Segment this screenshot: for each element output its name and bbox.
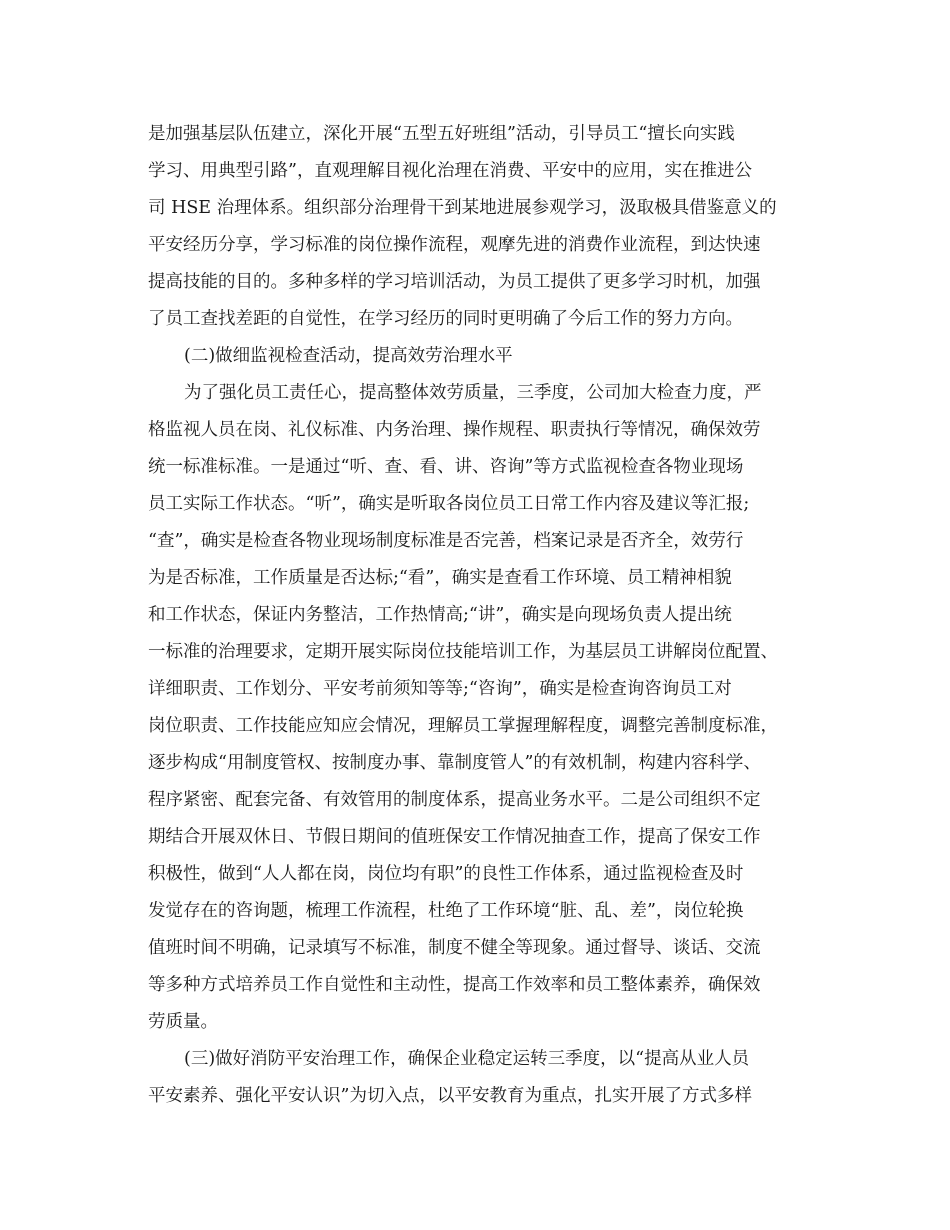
text-line: 劳质量。	[148, 1012, 218, 1032]
text-line: 逐步构成“用制度管权、按制度办事、靠制度管人”的有效机制，构建内容科学、	[148, 753, 761, 773]
text-line: 是加强基层队伍建立，深化开展“五型五好班组”活动，引导员工“擅长向实践	[148, 124, 735, 144]
text-line: 岗位职责、工作技能应知应会情况，理解员工掌握理解程度，调整完善制度标准，	[148, 716, 778, 736]
section-heading: (二)做细监视检查活动，提高效劳治理水平	[184, 346, 513, 366]
text-line: 详细职责、工作划分、平安考前须知等等;“咨询”，确实是检查询咨询员工对	[148, 679, 732, 699]
body-text	[148, 116, 818, 1115]
text-line: 平安素养、强化平安认识”为切入点，以平安教育为重点，扎实开展了方式多样	[148, 1086, 752, 1106]
text-line: 为是否标准，工作质量是否达标;“看”，确实是查看工作环境、员工精神相貌	[148, 568, 732, 588]
text-line: 格监视人员在岗、礼仪标准、内务治理、操作规程、职责执行等情况，确保效劳	[148, 420, 761, 440]
text-line: 和工作状态，保证内务整洁，工作热情高;“讲”，确实是向现场负责人提出统	[148, 605, 732, 625]
text-line: 学习、用典型引路”，直观理解目视化治理在消费、平安中的应用，实在推进公	[148, 161, 752, 181]
text-line: 司 HSE 治理体系。组织部分治理骨干到某地进展参观学习，汲取极具借鉴意义的	[148, 198, 777, 218]
text-line: 期结合开展双休日、节假日期间的值班保安工作情况抽查工作，提高了保安工作	[148, 827, 761, 847]
section-heading: (三)做好消防平安治理工作，确保企业稳定运转三季度，以“提高从业人员	[184, 1049, 750, 1069]
text-line: 值班时间不明确，记录填写不标准，制度不健全等现象。通过督导、谈话、交流	[148, 938, 761, 958]
text-line: 员工实际工作状态。“听”，确实是听取各岗位员工日常工作内容及建议等汇报;	[148, 494, 750, 514]
text-line: 发觉存在的咨询题，梳理工作流程，杜绝了工作环境“脏、乱、差”，岗位轮换	[148, 901, 744, 921]
text-line: “查”，确实是检查各物业现场制度标准是否完善，档案记录是否齐全，效劳行	[148, 531, 744, 551]
text-line: 为了强化员工责任心，提高整体效劳质量，三季度，公司加大检查力度，严	[184, 383, 762, 403]
text-line: 积极性，做到“人人都在岗，岗位均有职”的良性工作体系，通过监视检查及时	[148, 864, 744, 884]
text-line: 了员工查找差距的自觉性，在学习经历的同时更明确了今后工作的努力方向。	[148, 309, 743, 329]
text-line: 等多种方式培养员工作自觉性和主动性，提高工作效率和员工整体素养，确保效	[148, 975, 761, 995]
text-line: 一标准的治理要求，定期开展实际岗位技能培训工作，为基层员工讲解岗位配置、	[148, 642, 778, 662]
text-line: 统一标准标准。一是通过“听、查、看、讲、咨询”等方式监视检查各物业现场	[148, 457, 744, 477]
text-line: 平安经历分享，学习标准的岗位操作流程，观摩先进的消费作业流程，到达快速	[148, 235, 761, 255]
text-line: 程序紧密、配套完备、有效管用的制度体系，提高业务水平。二是公司组织不定	[148, 790, 761, 810]
text-line: 提高技能的目的。多种多样的学习培训活动，为员工提供了更多学习时机，加强	[148, 272, 761, 292]
